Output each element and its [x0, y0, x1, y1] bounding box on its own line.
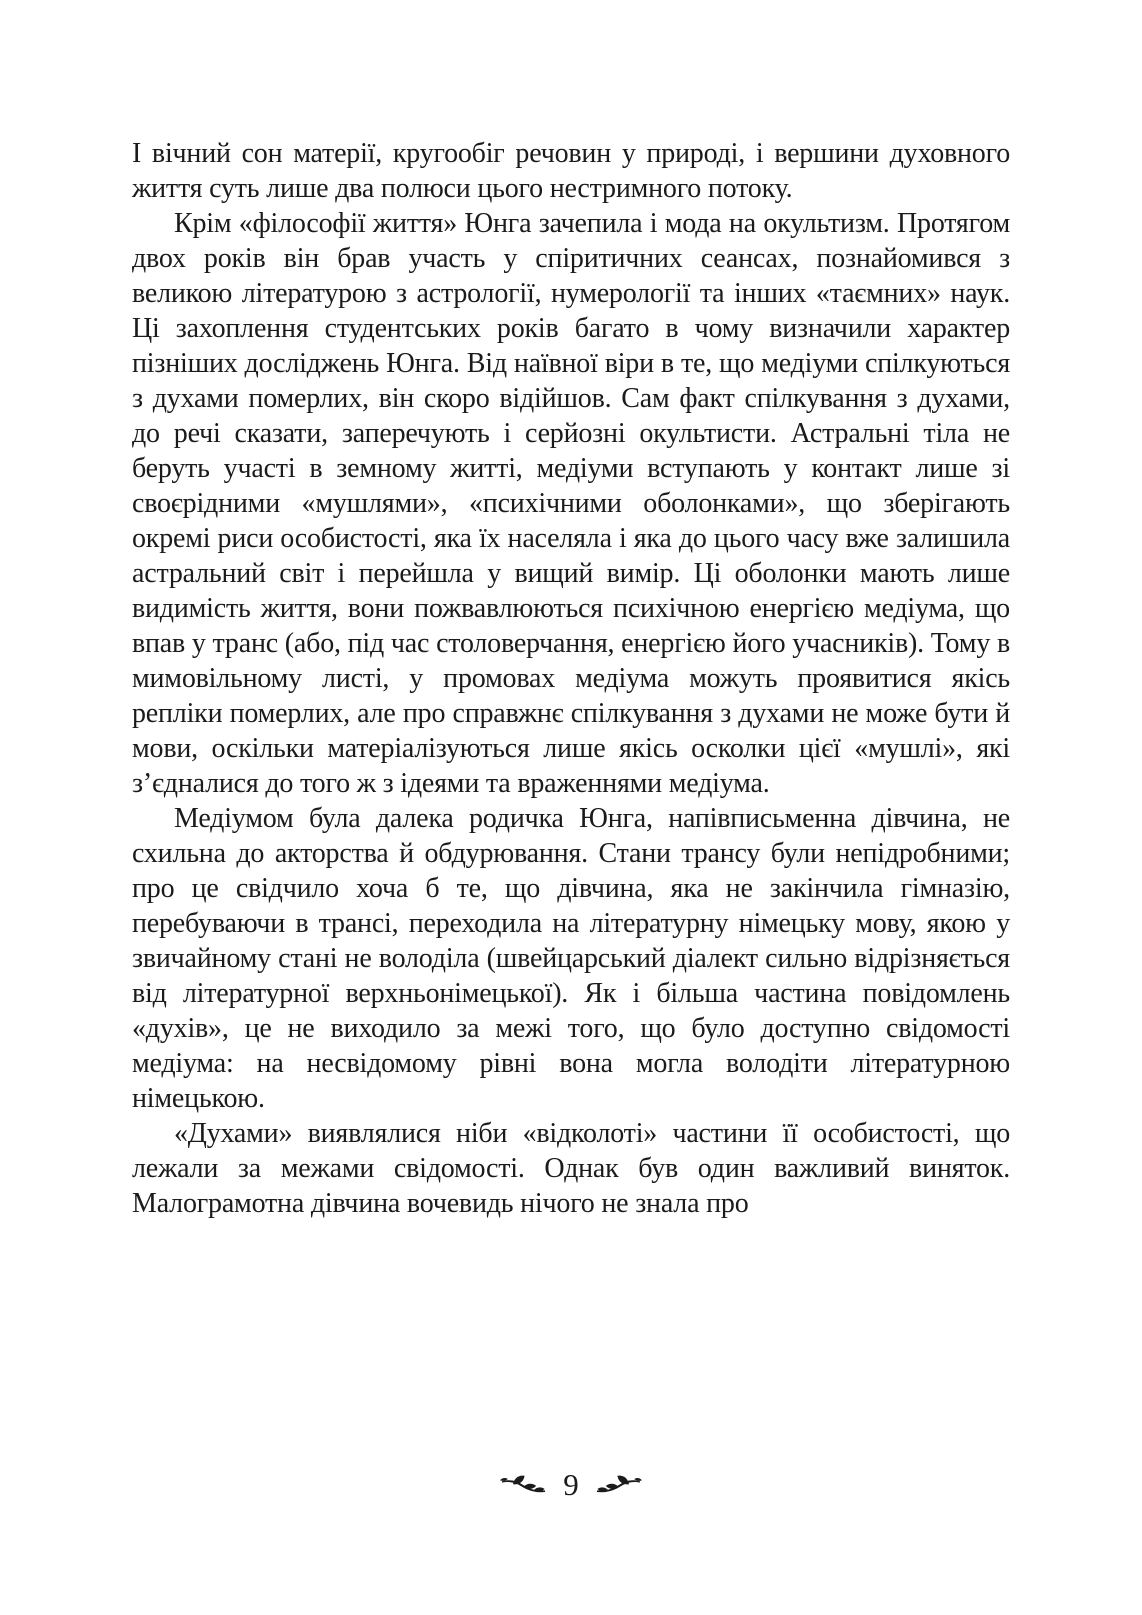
paragraph: Медіумом була далека родичка Юнга, напівписьменна дівчина, не схильна до акторства й обдурювання. Стани трансу були непідробними; про це свідчило хоча б те, що дівчина, яка не закінчила гімназію, перебуваючи в трансі, переходила на літературну німецьку мову, якою у звичайному стані не володіла (швейцарський діалект сильно відрізняється від літературної верхньонімецької). Як і більша частина повідомлень «духів», це не виходило за межі того, що було доступно свідомості медіума: на несвідомому рівні вона могла володіти літературною німецькою. — [132, 803, 1010, 1114]
paragraph: «Духами» виявлялися ніби «відколоті» частини її особистості, що лежали за межами свідомості. Однак був один важливий виняток. Малограмотна дівчина вочевидь нічого не знала про — [132, 1118, 1010, 1219]
floral-flourish-right-icon — [595, 1474, 643, 1496]
page-text — [132, 136, 1010, 1221]
floral-flourish-left-icon — [499, 1474, 547, 1496]
page-footer — [0, 1468, 1142, 1502]
paragraph: Крім «філософії життя» Юнга зачепила і мода на окультизм. Протягом двох років він брав участь у спіритичних сеансах, познайомився з великою літературою з астрології, нумерології та інших «таємних» наук. Ці захоплення студентських років багато в чому визначили характер пізніших досліджень Юнга. Від наївної віри в те, що медіуми спілкуються з духами померлих, він скоро відійшов. Сам факт спілкування з духами, до речі сказати, заперечують і серйозні окультисти. Астральні тіла не беруть участі в земному житті, медіуми вступають у контакт лише зі своєрідними «мушлями», «психічними оболонками», що зберігають окремі риси особистості, яка їх населяла і яка до цього часу вже залишила астральний світ і перейшла у вищий вимір. Ці оболонки мають лише видимість життя, вони пожвавлюються психічною енергією медіума, що впав у транс (або, під час столоверчання, енергією його учасників). Тому в мимовільному листі, у промовах медіума можуть проявитися якісь репліки померлих, але про справжнє спілкування з духами не може бути й мови, оскільки матеріалізуються лише якісь осколки цієї «мушлі», які з’єдналися до того ж з ідеями та враженнями медіума. — [132, 208, 1010, 799]
paragraph: І вічний сон матерії, кругообіг речовин у природі, і вершини духовного життя суть лише два полюси цього нестримного потоку. — [132, 138, 1010, 204]
page-number: 9 — [563, 1467, 579, 1502]
